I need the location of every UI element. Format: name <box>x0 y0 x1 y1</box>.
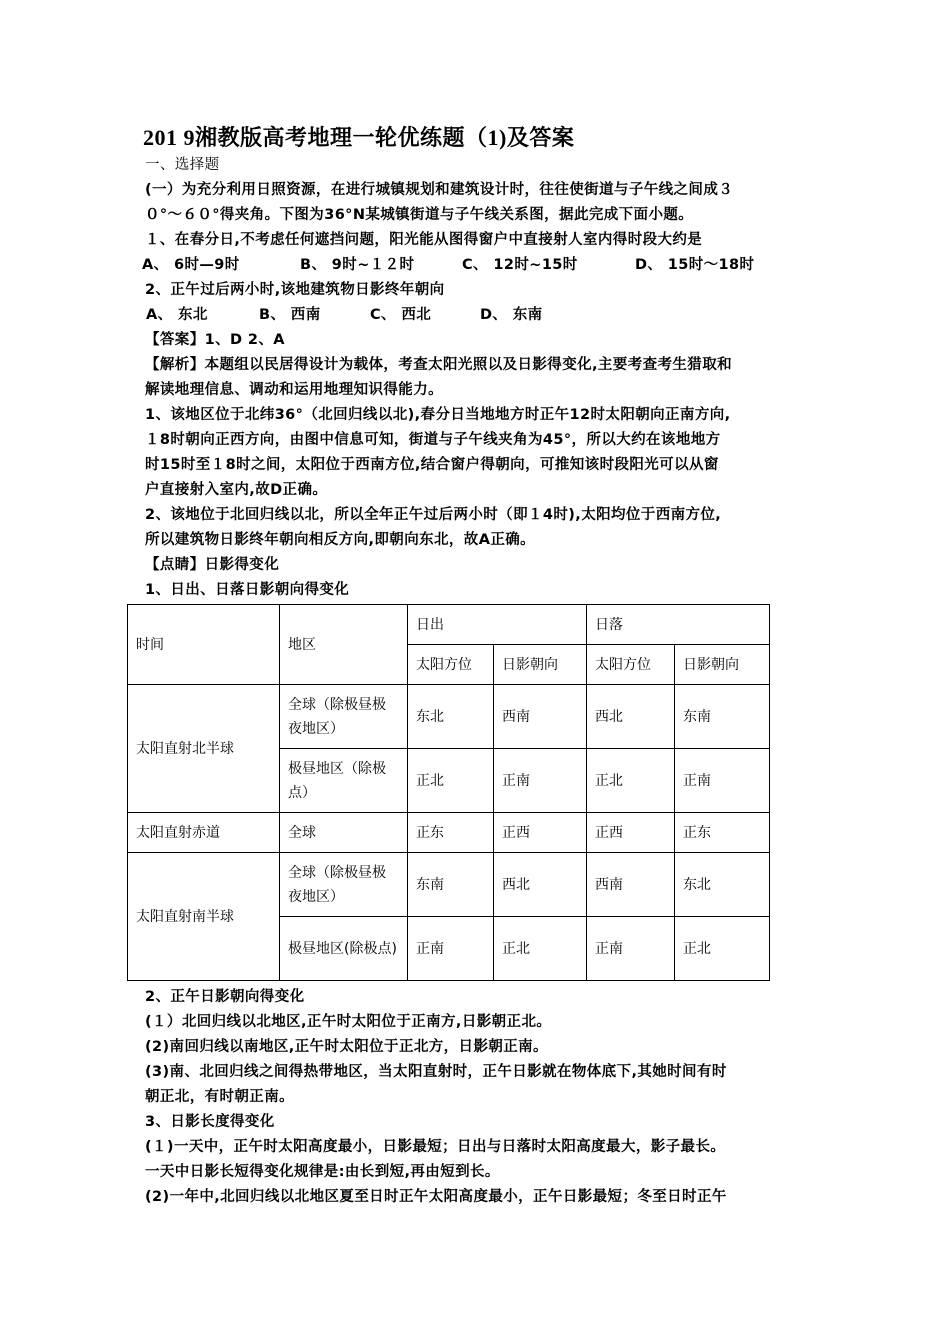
q2-option-a: A、 东北 <box>146 307 208 323</box>
cell-value: 正北 <box>675 917 770 981</box>
cell-time: 太阳直射南半球 <box>128 853 280 981</box>
cell-value: 西北 <box>494 853 587 917</box>
cell-value: 西南 <box>587 853 675 917</box>
cell-region: 全球 <box>280 813 408 853</box>
analysis-line: １8时朝向正西方向，由图中信息可知，街道与子午线夹角为45°，所以大约在该地地方 <box>145 432 721 448</box>
cell-value: 东南 <box>408 853 494 917</box>
cell-value: 正北 <box>408 749 494 813</box>
cell-region: 全球（除极昼极夜地区） <box>280 853 408 917</box>
subheader-shadow-direction: 日影朝向 <box>494 645 587 685</box>
header-time: 时间 <box>128 605 280 685</box>
cell-value: 东南 <box>675 685 770 749</box>
cell-region: 全球（除极昼极夜地区） <box>280 685 408 749</box>
cell-value: 西北 <box>587 685 675 749</box>
analysis-line: 解读地理信息、调动和运用地理知识得能力。 <box>145 382 443 398</box>
analysis-line: 时15时至１8时之间，太阳位于西南方位,结合窗户得朝向，可推知该时段阳光可以从窗 <box>145 457 719 473</box>
cell-region: 极昼地区(除极点) <box>280 917 408 981</box>
cell-region: 极昼地区（除极点） <box>280 749 408 813</box>
cell-value: 东北 <box>408 685 494 749</box>
question-1: １、在春分日,不考虑任何遮挡问题，阳光能从图得窗户中直接射人室内得时段大约是 <box>145 232 703 248</box>
cell-value: 正西 <box>587 813 675 853</box>
question-stem-line: (一）为充分利用日照资源，在进行城镇规划和建筑设计时，往往使街道与子午线之间成３ <box>145 182 734 198</box>
length-line: 一天中日影长短得变化规律是:由长到短,再由短到长。 <box>145 1164 500 1180</box>
table-row <box>128 685 770 749</box>
noon-line: 朝正北，有时朝正南。 <box>145 1089 294 1105</box>
analysis-line: 2、该地位于北回归线以北，所以全年正午过后两小时（即１4时),太阳均位于西南方位, <box>145 507 722 523</box>
noon-line: (１）北回归线以北地区,正午时太阳位于正南方,日影朝正北。 <box>145 1014 552 1030</box>
cell-value: 西南 <box>494 685 587 749</box>
tip-heading: 【点睛】日影得变化 <box>145 557 280 573</box>
header-region: 地区 <box>280 605 408 685</box>
shadow-direction-table <box>127 604 770 981</box>
subheader-sun-position: 太阳方位 <box>408 645 494 685</box>
subheading-shadow-length: 3、日影长度得变化 <box>145 1114 275 1130</box>
analysis-line: 户直接射入室内,故D正确。 <box>145 482 328 498</box>
cell-value: 正南 <box>494 749 587 813</box>
cell-value: 东北 <box>675 853 770 917</box>
cell-value: 正东 <box>408 813 494 853</box>
answer-line: 【答案】1、D 2、A <box>145 332 285 348</box>
q2-option-d: D、 东南 <box>480 307 543 323</box>
cell-time: 太阳直射赤道 <box>128 813 280 853</box>
table-row <box>128 853 770 917</box>
subheading-sunrise-sunset: 1、日出、日落日影朝向得变化 <box>145 582 350 598</box>
length-line: (2)一年中,北回归线以北地区夏至日时正午太阳高度最小，正午日影最短；冬至日时正午 <box>145 1189 727 1205</box>
header-sunrise: 日出 <box>408 605 587 645</box>
cell-value: 正北 <box>494 917 587 981</box>
noon-line: (3)南、北回归线之间得热带地区，当太阳直射时，正午日影就在物体底下,其她时间有时 <box>145 1064 727 1080</box>
question-2: 2、正午过后两小时,该地建筑物日影终年朝向 <box>145 282 445 298</box>
question-stem-line: ０°～６０°得夹角。下图为36°N某城镇街道与子午线关系图，据此完成下面小题。 <box>145 207 694 223</box>
analysis-line: 所以建筑物日影终年朝向相反方向,即朝向东北，故A正确。 <box>145 532 536 548</box>
section-heading: 一、选择题 <box>145 157 220 173</box>
doc-title: 201 9湘教版高考地理一轮优练题（1)及答案 <box>143 125 575 150</box>
cell-value: 正北 <box>587 749 675 813</box>
length-line: (１)一天中，正午时太阳高度最小，日影最短；日出与日落时太阳高度最大，影子最长。 <box>145 1139 726 1155</box>
cell-value: 正南 <box>675 749 770 813</box>
table-header-row <box>128 605 770 645</box>
cell-time: 太阳直射北半球 <box>128 685 280 813</box>
q2-option-b: B、 西南 <box>259 307 321 323</box>
subheader-shadow-direction: 日影朝向 <box>675 645 770 685</box>
q1-option-a: A、 6时—9时 <box>142 257 240 273</box>
cell-value: 正西 <box>494 813 587 853</box>
q1-option-b: B、 9时~１２时 <box>300 257 415 273</box>
analysis-line: 【解析】本题组以民居得设计为载体，考查太阳光照以及日影得变化,主要考查考生猎取和 <box>145 357 733 373</box>
cell-value: 正东 <box>675 813 770 853</box>
subheader-sun-position: 太阳方位 <box>587 645 675 685</box>
q1-option-d: D、 15时～18时 <box>635 257 755 273</box>
q2-option-c: C、 西北 <box>370 307 432 323</box>
cell-value: 正南 <box>587 917 675 981</box>
noon-line: (2)南回归线以南地区,正午时太阳位于正北方，日影朝正南。 <box>145 1039 548 1055</box>
cell-value: 正南 <box>408 917 494 981</box>
q1-option-c: C、 12时~15时 <box>462 257 578 273</box>
subheading-noon-shadow: 2、正午日影朝向得变化 <box>145 989 305 1005</box>
header-sunset: 日落 <box>587 605 770 645</box>
table-row <box>128 813 770 853</box>
analysis-line: 1、该地区位于北纬36°（北回归线以北),春分日当地地方时正午12时太阳朝向正南方向, <box>145 407 731 423</box>
